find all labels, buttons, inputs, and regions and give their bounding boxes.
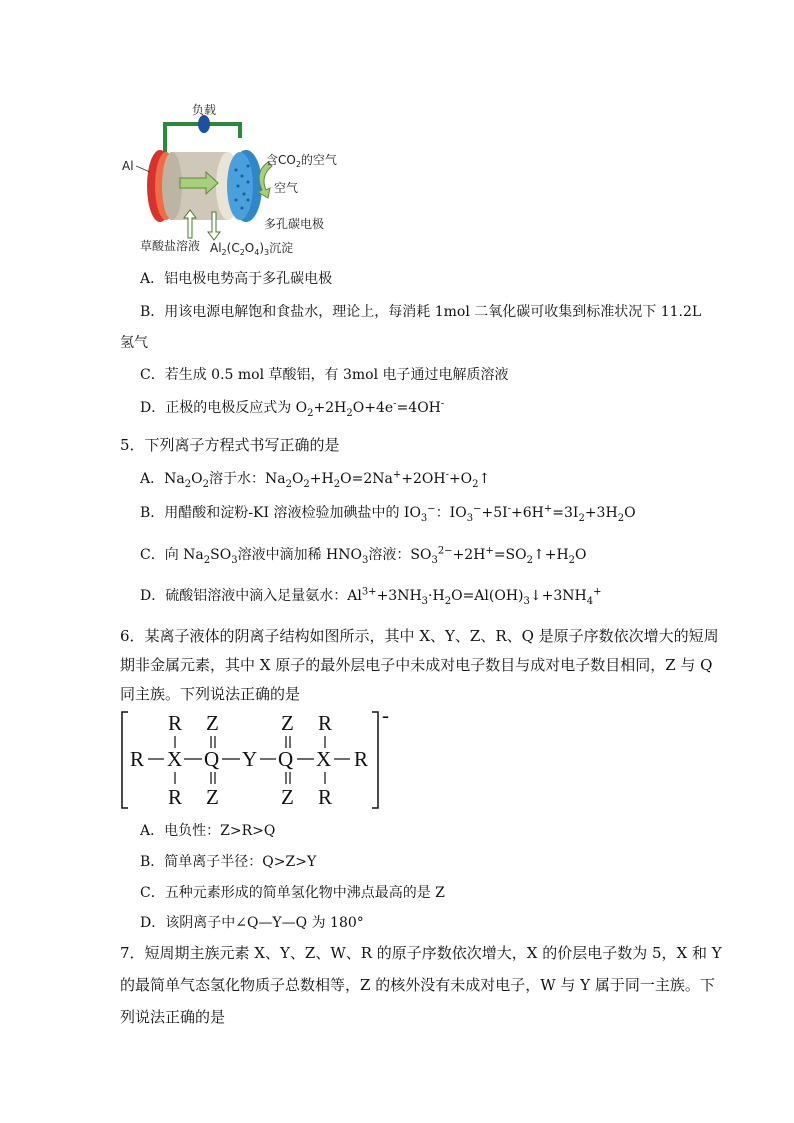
q6-option-b: B．简单离子半径：Q>Z>Y bbox=[140, 854, 317, 870]
q7-stem-line1: 7．短周期主族元素 X、Y、Z、W、R 的原子序数依次增大，X 的价层电子数为 5，X 和 Y bbox=[120, 944, 722, 962]
q4-option-b-line1: B．用该电源电解饱和食盐水，理论上，每消耗 1mol 二氧化碳可收集到标准状况下 11.2L bbox=[140, 304, 702, 320]
q7-stem-line2: 的最简单气态氢化物质子总数相等，Z 的核外没有未成对电子，W 与 Y 属于同一主族。下 bbox=[120, 976, 715, 994]
q5-option-b: B．用醋酸和淀粉-KI 溶液检验加碘盐中的 $IO_3^-$：$IO_3^-+5I^-+6H^+=3I_2+3H_2O$ bbox=[140, 503, 636, 524]
mid-atom-2: X bbox=[167, 747, 183, 771]
q5-option-c: C．向 $Na_2SO_3$溶液中滴加稀 $HNO_3$溶液：$SO_3^{2-}+2H^+=SO_2↑+H_2O$ bbox=[140, 545, 587, 566]
battery-diagram bbox=[118, 100, 358, 260]
al-label: Al bbox=[122, 159, 134, 173]
top-atom-2: Z bbox=[206, 711, 219, 735]
q6-stem-line1: 6．某离子液体的阴离子结构如图所示，其中 X、Y、Z、R、Q 是原子序数依次增大的短周 bbox=[120, 627, 719, 645]
q4-option-b-line2: 氢气 bbox=[120, 335, 148, 351]
q5-option-d: D．硫酸铝溶液中滴入足量氨水：$Al^{3+}+3NH_3\cdot H_2O=Al(OH)_3↓+3NH_4^+$ bbox=[140, 586, 602, 607]
q6-option-a: A．电负性：Z>R>Q bbox=[140, 823, 276, 839]
bottom-atom-3: Z bbox=[281, 785, 294, 809]
left-bracket bbox=[122, 712, 128, 808]
load-label: 负载 bbox=[192, 103, 217, 117]
bottom-atom-2: Z bbox=[206, 785, 219, 809]
q4-option-c: C．若生成 0.5 mol 草酸铝，有 3mol 电子通过电解质溶液 bbox=[140, 367, 509, 383]
right-bracket bbox=[372, 712, 378, 808]
q4-option-d: D．正极的电极反应式为 $O_2+2H_2O+4e^-=4OH^-$ bbox=[140, 398, 445, 419]
q4-option-a: A．铝电极电势高于多孔碳电极 bbox=[140, 271, 333, 287]
mid-atom-1: R bbox=[130, 747, 145, 771]
q6-option-c: C．五种元素形成的简单氢化物中沸点最高的是 Z bbox=[140, 885, 445, 901]
top-atom-4: R bbox=[318, 711, 333, 735]
anion-structure bbox=[118, 708, 398, 812]
q5-stem: 5．下列离子方程式书写正确的是 bbox=[120, 436, 340, 454]
oxalate-solution-label: 草酸盐溶液 bbox=[140, 239, 201, 253]
bottom-atom-4: R bbox=[318, 785, 333, 809]
load-icon bbox=[198, 115, 210, 133]
q5-option-a: A．$Na_2O_2$溶于水：$Na_2O_2+H_2O=2Na^++2OH^-+O_2↑$ bbox=[140, 469, 491, 490]
anion-charge: - bbox=[382, 708, 389, 727]
co2-air-label: 含$CO_2$的空气 bbox=[266, 153, 337, 169]
bottom-atom-1: R bbox=[168, 785, 183, 809]
air-flow-arrow bbox=[258, 162, 272, 198]
product-label: $Al_2(C_2O_4)_3$沉淀 bbox=[210, 241, 294, 257]
top-atom-1: R bbox=[168, 711, 183, 735]
mid-atom-6: X bbox=[316, 747, 332, 771]
q7-stem-line3: 列说法正确的是 bbox=[120, 1008, 226, 1026]
top-atom-3: Z bbox=[281, 711, 294, 735]
mid-atom-7: R bbox=[354, 747, 369, 771]
mid-atom-5: Q bbox=[278, 747, 294, 771]
carbon-electrode-label: 多孔碳电极 bbox=[264, 217, 325, 231]
mid-atom-3: Q bbox=[204, 747, 220, 771]
q6-stem-line2: 期非金属元素，其中 X 原子的最外层电子中未成对电子数目与成对电子数目相同，Z 与 Q bbox=[120, 656, 713, 674]
q6-option-d: D．该阴离子中∠Q—Y—Q 为 180° bbox=[140, 915, 364, 931]
air-out-label: 空气 bbox=[274, 181, 299, 195]
mid-atom-4: Y bbox=[242, 747, 258, 771]
q6-stem-line3: 同主族。下列说法正确的是 bbox=[120, 685, 301, 703]
